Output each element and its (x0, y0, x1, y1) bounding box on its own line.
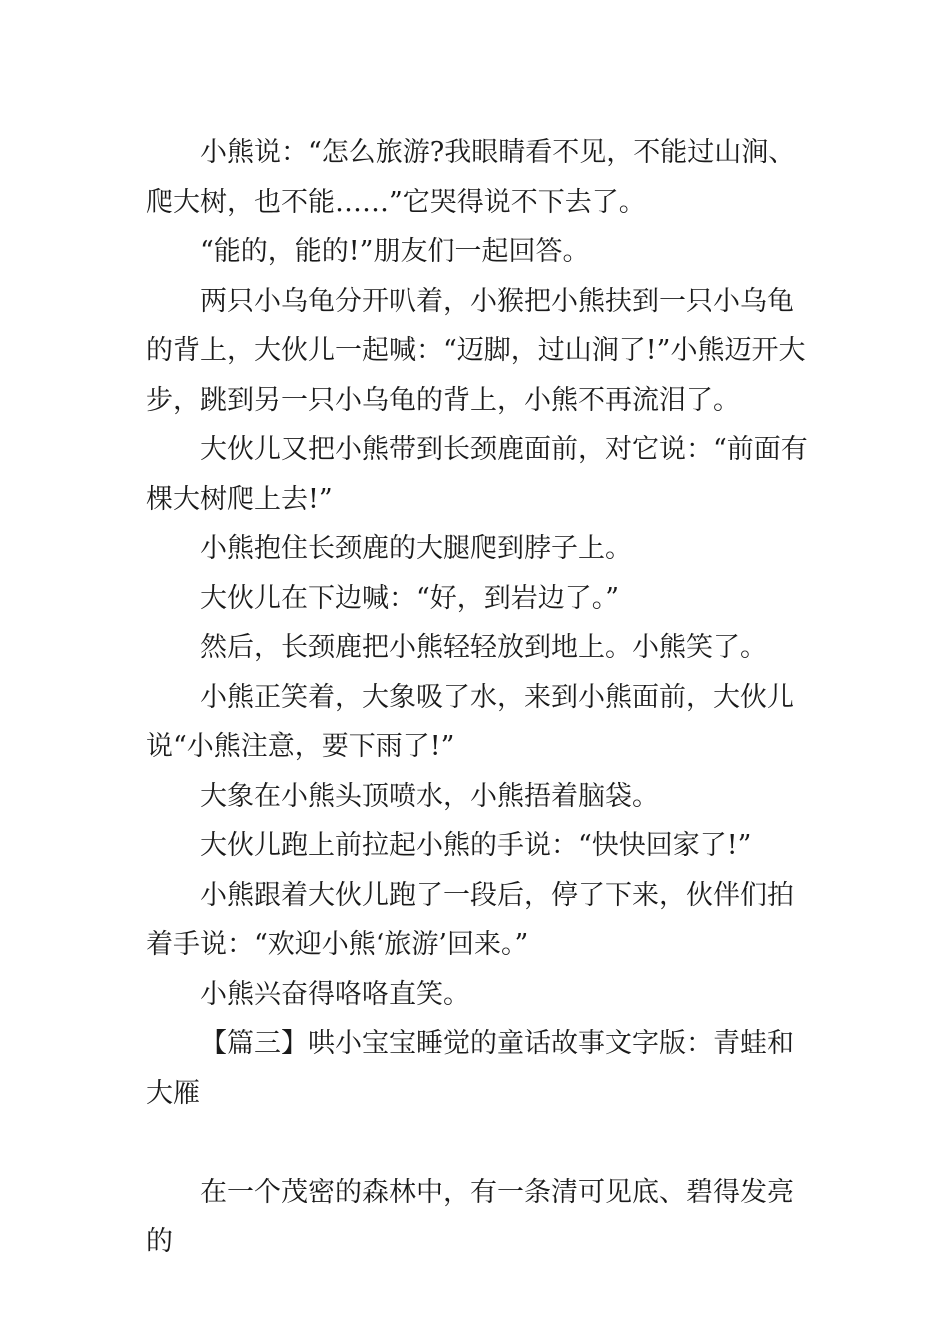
paragraph: 小熊正笑着，大象吸了水，来到小熊面前，大伙儿说“小熊注意，要下雨了!” (146, 681, 794, 762)
section-heading: 【篇三】哄小宝宝睡觉的童话故事文字版：青蛙和大雁 (146, 1028, 794, 1109)
paragraph: 大伙儿跑上前拉起小熊的手说：“快快回家了!” (200, 830, 752, 861)
paragraph: 在一个茂密的森林中，有一条清可见底、碧得发亮的 (146, 1176, 794, 1257)
paragraph: 大伙儿在下边喊：“好，到岩边了。” (200, 582, 620, 614)
paragraph: 小熊兴奋得咯咯直笑。 (200, 978, 470, 1010)
paragraph: 然后，长颈鹿把小熊轻轻放到地上。小熊笑了。 (200, 632, 767, 663)
blank-line (146, 1118, 816, 1168)
paragraph: “能的，能的!”朋友们一起回答。 (200, 236, 590, 267)
paragraph: 大象在小熊头顶喷水，小熊捂着脑袋。 (200, 780, 659, 812)
paragraph: 小熊跟着大伙儿跑了一段后，停了下来，伙伴们拍着手说：“欢迎小熊‘旅游’回来。” (146, 879, 794, 960)
document-body (146, 128, 816, 1267)
paragraph: 两只小乌龟分开叭着，小猴把小熊扶到一只小乌龟的背上，大伙儿一起喊：“迈脚，过山涧了!”小熊迈开大步，跳到另一只小乌龟的背上，小熊不再流泪了。 (146, 285, 806, 416)
paragraph: 大伙儿又把小熊带到长颈鹿面前，对它说：“前面有棵大树爬上去!” (146, 434, 808, 515)
paragraph: 小熊抱住长颈鹿的大腿爬到脖子上。 (200, 533, 632, 564)
paragraph: 小熊说：“怎么旅游?我眼睛看不见，不能过山涧、爬大树，也不能……”它哭得说不下去了。 (146, 137, 796, 218)
